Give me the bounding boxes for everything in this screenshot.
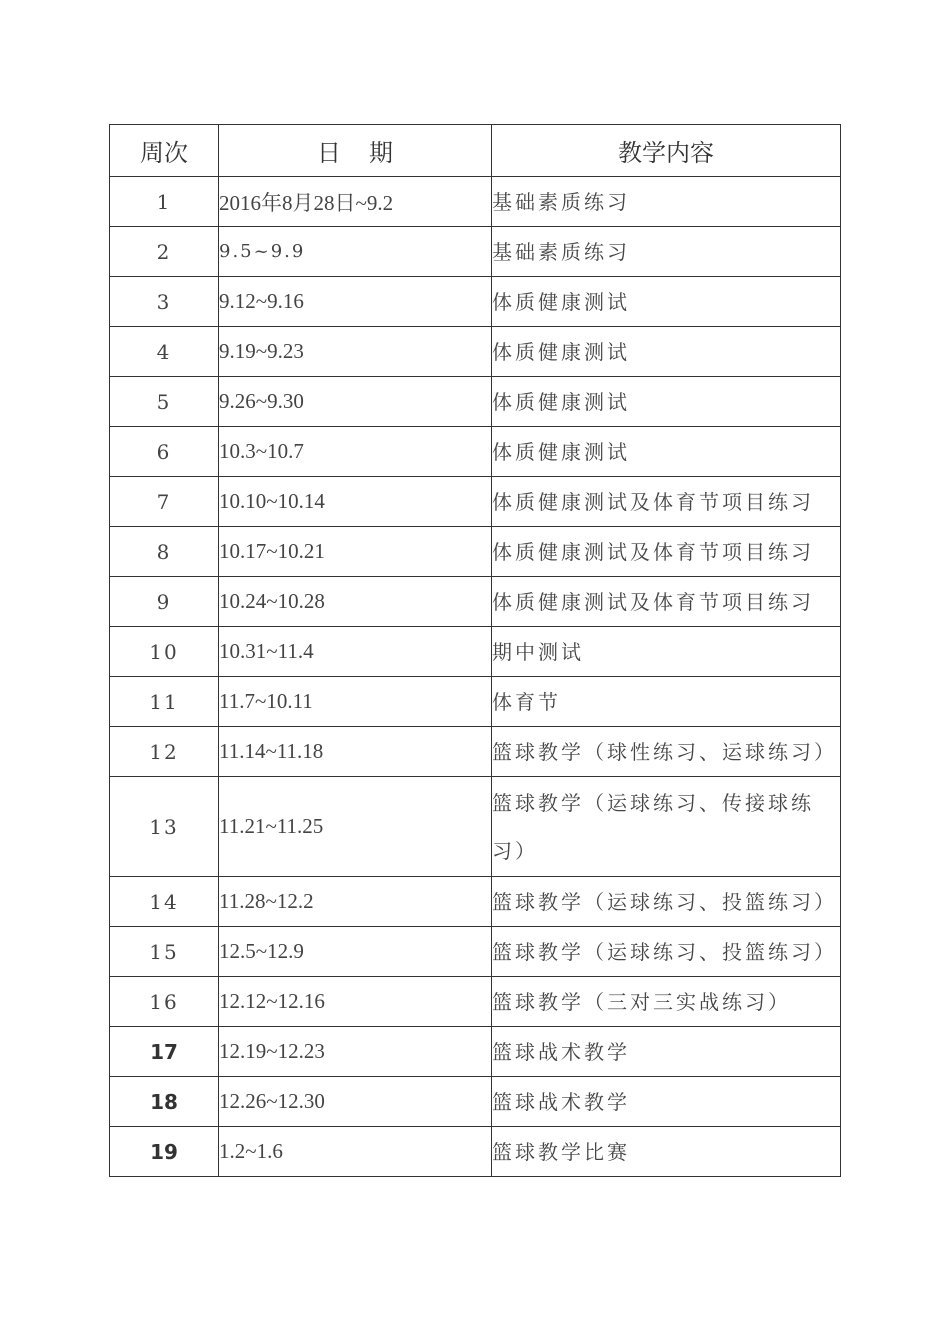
date-cell: 12.5~12.9 <box>219 927 492 977</box>
date-cell: 10.17~10.21 <box>219 527 492 577</box>
table-row <box>110 627 841 677</box>
content-cell: 体质健康测试及体育节项目练习 <box>492 577 841 627</box>
table-row <box>110 1127 841 1177</box>
header-content: 教学内容 <box>492 125 841 177</box>
week-cell: 19 <box>110 1127 219 1177</box>
table-row <box>110 677 841 727</box>
content-cell: 体育节 <box>492 677 841 727</box>
table-row <box>110 227 841 277</box>
content-cell: 体质健康测试 <box>492 377 841 427</box>
table-row <box>110 527 841 577</box>
week-cell: 6 <box>110 427 219 477</box>
date-cell: 12.26~12.30 <box>219 1077 492 1127</box>
week-cell: 1 <box>110 177 219 227</box>
table-row <box>110 477 841 527</box>
table-row <box>110 277 841 327</box>
date-cell: 1.2~1.6 <box>219 1127 492 1177</box>
week-cell: 8 <box>110 527 219 577</box>
week-cell: 5 <box>110 377 219 427</box>
content-cell: 期中测试 <box>492 627 841 677</box>
table-row <box>110 427 841 477</box>
content-cell: 篮球教学（运球练习、投篮练习） <box>492 877 841 927</box>
content-cell: 篮球教学（三对三实战练习） <box>492 977 841 1027</box>
content-cell: 篮球战术教学 <box>492 1027 841 1077</box>
table-row <box>110 877 841 927</box>
table-row <box>110 577 841 627</box>
table-row <box>110 1077 841 1127</box>
content-cell: 篮球教学（球性练习、运球练习） <box>492 727 841 777</box>
date-cell: 12.19~12.23 <box>219 1027 492 1077</box>
table-header-row <box>110 125 841 177</box>
content-cell: 体质健康测试及体育节项目练习 <box>492 527 841 577</box>
week-cell: 12 <box>110 727 219 777</box>
content-cell: 基础素质练习 <box>492 177 841 227</box>
week-cell: 14 <box>110 877 219 927</box>
content-cell: 篮球战术教学 <box>492 1077 841 1127</box>
week-cell: 9 <box>110 577 219 627</box>
table-row <box>110 777 841 877</box>
table-row <box>110 977 841 1027</box>
date-cell: 9.26~9.30 <box>219 377 492 427</box>
content-cell: 体质健康测试 <box>492 277 841 327</box>
week-cell: 17 <box>110 1027 219 1077</box>
header-date: 日期 <box>219 125 492 177</box>
teaching-schedule-table <box>109 124 841 1177</box>
date-cell: 11.7~10.11 <box>219 677 492 727</box>
content-cell: 篮球教学比赛 <box>492 1127 841 1177</box>
date-cell: 10.24~10.28 <box>219 577 492 627</box>
week-cell: 13 <box>110 777 219 877</box>
week-cell: 3 <box>110 277 219 327</box>
content-cell: 体质健康测试及体育节项目练习 <box>492 477 841 527</box>
date-cell: 9.19~9.23 <box>219 327 492 377</box>
header-week: 周次 <box>110 125 219 177</box>
week-cell: 15 <box>110 927 219 977</box>
date-cell: 10.10~10.14 <box>219 477 492 527</box>
date-cell: 11.14~11.18 <box>219 727 492 777</box>
table-row <box>110 927 841 977</box>
week-cell: 4 <box>110 327 219 377</box>
date-cell: 10.31~11.4 <box>219 627 492 677</box>
week-cell: 11 <box>110 677 219 727</box>
content-cell: 体质健康测试 <box>492 327 841 377</box>
week-cell: 2 <box>110 227 219 277</box>
week-cell: 10 <box>110 627 219 677</box>
date-cell: 11.28~12.2 <box>219 877 492 927</box>
content-cell: 体质健康测试 <box>492 427 841 477</box>
content-cell: 篮球教学（运球练习、投篮练习） <box>492 927 841 977</box>
table-row <box>110 1027 841 1077</box>
week-cell: 16 <box>110 977 219 1027</box>
date-cell: 9.12~9.16 <box>219 277 492 327</box>
date-cell: 12.12~12.16 <box>219 977 492 1027</box>
week-cell: 18 <box>110 1077 219 1127</box>
table-row <box>110 327 841 377</box>
date-cell: 9.5~9.9 <box>219 227 492 277</box>
content-cell: 基础素质练习 <box>492 227 841 277</box>
date-cell: 11.21~11.25 <box>219 777 492 877</box>
table-row <box>110 377 841 427</box>
date-cell: 2016年8月28日~9.2 <box>219 177 492 227</box>
content-cell: 篮球教学（运球练习、传接球练习） <box>492 777 841 877</box>
table-row <box>110 177 841 227</box>
week-cell: 7 <box>110 477 219 527</box>
table-row <box>110 727 841 777</box>
date-cell: 10.3~10.7 <box>219 427 492 477</box>
